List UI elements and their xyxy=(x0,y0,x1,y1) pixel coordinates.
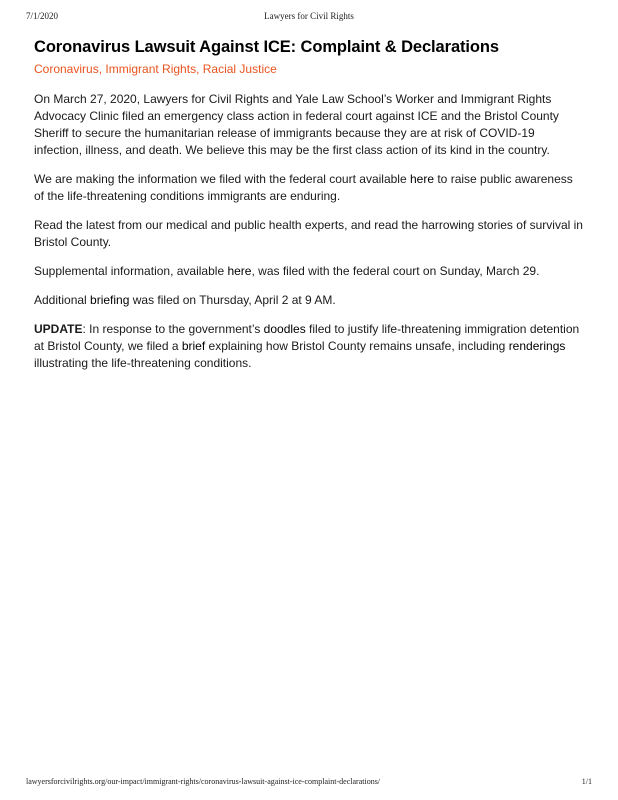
page-number: 1/1 xyxy=(581,777,592,786)
text: We are making the information we filed with the federal court available xyxy=(34,172,410,186)
paragraph-update xyxy=(34,321,586,372)
text: was filed on Thursday, April 2 at 9 AM. xyxy=(129,293,336,307)
paragraph-filing-info xyxy=(34,171,586,205)
text: illustrating the life-threatening conditions. xyxy=(34,356,252,370)
renderings-link[interactable]: renderings xyxy=(508,339,566,353)
category-list xyxy=(34,62,586,77)
article-title: Coronavirus Lawsuit Against ICE: Complaint & Declarations xyxy=(34,38,499,56)
category-link-immigrant-rights[interactable]: Immigrant Rights xyxy=(105,62,197,76)
text: Additional xyxy=(34,293,91,307)
category-separator: , xyxy=(196,62,203,76)
brief-link[interactable]: brief xyxy=(181,339,206,353)
print-header xyxy=(26,11,592,23)
category-link-coronavirus[interactable]: Coronavirus xyxy=(34,62,99,76)
article xyxy=(34,37,586,372)
category-link-racial-justice[interactable]: Racial Justice xyxy=(202,62,277,76)
text: : In response to the government’s xyxy=(82,322,264,336)
update-label: UPDATE xyxy=(34,322,83,336)
text: Supplemental information, available xyxy=(34,264,228,278)
print-date: 7/1/2020 xyxy=(26,11,59,21)
category-separator: , xyxy=(98,62,106,76)
page-url: lawyersforcivilrights.org/our-impact/immigrant-rights/coronavirus-lawsuit-against-ice-complaint-declarations/ xyxy=(26,777,381,786)
paragraph-briefing xyxy=(34,292,586,309)
text: explaining how Bristol County remains unsafe, including xyxy=(205,339,509,353)
text: , was filed with the federal court on Sunday, March 29. xyxy=(251,264,540,278)
paragraph-intro: On March 27, 2020, Lawyers for Civil Rights and Yale Law School’s Worker and Immigrant Rights Advocacy Clinic filed an emergency class action in federal court against ICE and the Bristol County Sheriff to secure the humanitarian release of immigrants because they are at risk of COVID-19 infection, illness, and death. We believe this may be the first class action of its kind in the country. xyxy=(34,92,559,157)
text: to raise public awareness of the life-threatening conditions immigrants are enduring. xyxy=(34,172,573,203)
print-footer xyxy=(26,777,592,789)
paragraph-supplemental xyxy=(34,263,586,280)
text: filed to justify life-threatening immigration detention at Bristol County, we filed a xyxy=(34,322,580,353)
doodles-link[interactable]: doodles xyxy=(263,322,306,336)
supplemental-here-link[interactable]: here xyxy=(227,264,252,278)
print-site-title: Lawyers for Civil Rights xyxy=(264,11,354,21)
here-link[interactable]: here xyxy=(409,172,435,186)
paragraph-read-latest: Read the latest from our medical and public health experts, and read the harrowing stories of survival in Bristol County. xyxy=(34,218,583,249)
briefing-link[interactable]: briefing xyxy=(90,293,130,307)
